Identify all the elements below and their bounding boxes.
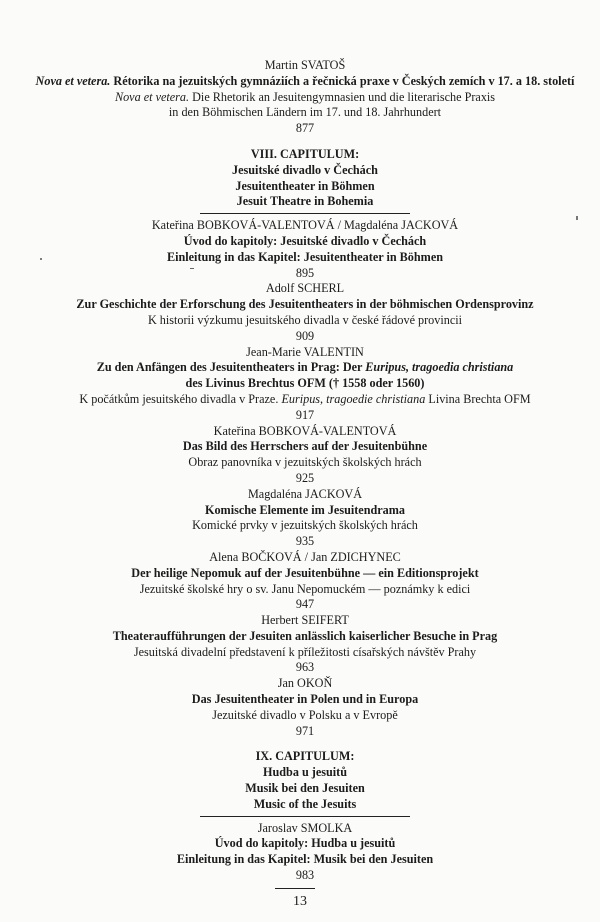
article-title-line <box>30 439 580 455</box>
chapter-subtitle: Jesuit Theatre in Bohemia <box>236 194 374 209</box>
article-title-line <box>30 852 580 868</box>
article-author: Kateřina BOBKOVÁ-VALENTOVÁ / Magdaléna JACKOVÁ <box>151 218 459 233</box>
title-segment: Úvod do kapitoly: Jesuitské divadlo v Čechách <box>183 233 427 248</box>
title-segment: K počátkům jesuitského divadla v Praze. <box>79 391 282 406</box>
title-segment: Jezuitské divadlo v Polsku a v Evropě <box>212 707 398 722</box>
chapter-title: IX. CAPITULUM: <box>255 749 355 764</box>
title-segment: Das Jesuitentheater in Polen und in Europa <box>191 692 419 707</box>
article-title-line <box>30 90 580 106</box>
article-title-line <box>30 566 580 582</box>
article-author: Jaroslav SMOLKA <box>257 820 353 835</box>
article-title-line <box>30 74 580 90</box>
title-segment: Euripus, tragoedie christiana <box>281 391 426 406</box>
chapter-subtitle: Musik bei den Jesuiten <box>245 781 365 796</box>
page-number: 13 <box>293 894 307 909</box>
title-segment: Obraz panovníka v jezuitských školských hrách <box>188 455 422 470</box>
article-title-line <box>30 708 580 724</box>
article-page-number: 935 <box>295 534 315 549</box>
table-of-contents <box>30 58 580 884</box>
title-segment: Zu den Anfängen des Jesuitentheaters in Prag: Der <box>96 360 366 375</box>
scan-speck <box>576 216 578 220</box>
article-title-line <box>30 503 580 519</box>
article-page-number: 877 <box>295 121 315 136</box>
article-title-line <box>30 692 580 708</box>
footer-rule <box>275 888 315 889</box>
scan-speck <box>40 258 42 260</box>
title-segment: Einleitung in das Kapitel: Jesuitentheater in Böhmen <box>166 249 444 264</box>
title-segment: Jesuitská divadelní představení k příležitosti císařských návštěv Prahy <box>133 644 477 659</box>
article-title-line <box>30 234 580 250</box>
scan-speck <box>190 268 194 269</box>
chapter-subtitle: Jesuitentheater in Böhmen <box>235 178 375 193</box>
article-author: Martin SVATOŠ <box>264 58 346 72</box>
article-author: Herbert SEIFERT <box>261 613 349 628</box>
chapter-spacer <box>30 739 580 749</box>
article-page-number: 971 <box>295 723 315 738</box>
article-page-number: 947 <box>295 597 315 612</box>
article-title-line <box>30 645 580 661</box>
title-segment: des Livinus Brechtus OFM († 1558 oder 1560) <box>185 376 425 391</box>
title-segment: Úvod do kapitoly: Hudba u jesuitů <box>214 836 396 851</box>
article-page-number: 925 <box>295 470 315 485</box>
article-page-number: 963 <box>295 660 315 675</box>
article-title-line <box>30 518 580 534</box>
chapter-rule <box>200 213 410 214</box>
title-segment: Komické prvky v jezuitských školských hrách <box>192 518 418 533</box>
article-author: Jean-Marie VALENTIN <box>246 344 364 359</box>
chapter-subtitle: Music of the Jesuits <box>253 796 357 811</box>
article-author: Kateřina BOBKOVÁ-VALENTOVÁ <box>213 423 397 438</box>
article-title-line <box>30 392 580 408</box>
title-segment: Zur Geschichte der Erforschung des Jesuitentheaters in der böhmischen Ordensprovinz <box>76 297 534 312</box>
article-title-line <box>30 250 580 266</box>
article-title-line <box>30 297 580 313</box>
title-segment: Einleitung in das Kapitel: Musik bei den Jesuiten <box>176 852 434 867</box>
article-title-line <box>30 629 580 645</box>
chapter-title: VIII. CAPITULUM: <box>250 146 360 161</box>
title-segment: Nova et vetera. <box>35 73 111 88</box>
title-segment: Livina Brechta OFM <box>425 391 531 406</box>
title-segment: Jezuitské školské hry o sv. Janu Nepomuckém — poznámky k edici <box>139 581 471 596</box>
article-author: Magdaléna JACKOVÁ <box>247 486 363 501</box>
title-segment: Nova et vetera. <box>114 89 190 104</box>
title-segment: Rétorika na jezuitských gymnáziích a řečnická praxe v Českých zemích v 17. a 18. století <box>110 73 575 88</box>
article-page-number: 909 <box>295 328 315 343</box>
article-title-line <box>30 105 580 121</box>
title-segment: K historii výzkumu jesuitského divadla v české řádové provincii <box>147 312 463 327</box>
article-author: Jan OKOŇ <box>277 676 333 691</box>
article-title-line <box>30 455 580 471</box>
article-page-number: 983 <box>295 868 315 883</box>
title-segment: Die Rhetorik an Jesuitengymnasien und die literarische Praxis <box>189 89 496 104</box>
chapter-rule <box>200 816 410 817</box>
article-title-line <box>30 376 580 392</box>
chapter-subtitle: Jesuitské divadlo v Čechách <box>232 162 378 177</box>
article-title-line <box>30 582 580 598</box>
article-page-number: 917 <box>295 407 315 422</box>
title-segment: Der heilige Nepomuk auf der Jesuitenbühne — ein Editionsprojekt <box>131 565 479 580</box>
title-segment: Das Bild des Herrschers auf der Jesuitenbühne <box>182 439 428 454</box>
article-author: Adolf SCHERL <box>265 281 345 296</box>
article-title-line <box>30 313 580 329</box>
article-title-line <box>30 360 580 376</box>
title-segment: Euripus, tragoedia christiana <box>365 360 514 375</box>
title-segment: Komische Elemente im Jesuitendrama <box>204 502 406 517</box>
title-segment: Theateraufführungen der Jesuiten anlässlich kaiserlicher Besuche in Prag <box>112 628 498 643</box>
article-title-line <box>30 836 580 852</box>
article-page-number: 895 <box>295 265 315 280</box>
chapter-subtitle: Hudba u jesuitů <box>263 765 347 780</box>
article-author: Alena BOČKOVÁ / Jan ZDICHYNEC <box>209 549 401 564</box>
chapter-spacer <box>30 137 580 147</box>
title-segment: in den Böhmischen Ländern im 17. und 18. Jahrhundert <box>168 105 442 120</box>
